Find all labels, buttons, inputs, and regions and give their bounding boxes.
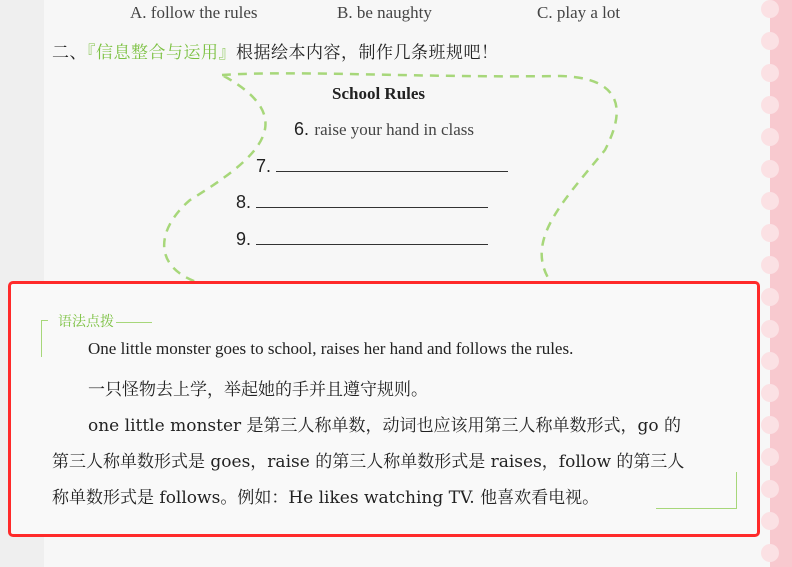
tip-explanation-line-1: one little monster 是第三人称单数，动词也应该用第三人称单数形式，go 的 — [88, 416, 682, 436]
grammar-tip-title: 语法点拨 — [58, 311, 152, 331]
rule-item-9: 9. — [236, 229, 488, 250]
rule-item-7: 7. — [256, 156, 508, 177]
rules-title: School Rules — [332, 84, 426, 103]
section-instruction-text: 根据绘本内容，制作几条班规吧！ — [236, 43, 499, 63]
section-tag: 『信息整合与运用』 — [87, 43, 236, 63]
option-b: B. be naughty — [337, 3, 432, 22]
answer-blank-7[interactable] — [276, 157, 508, 172]
tip-explanation-line-2: 第三人称单数形式是 goes，raise 的第三人称单数形式是 raises，follow 的第三人 — [52, 452, 685, 472]
section-number: 二、 — [52, 43, 87, 63]
tip-translation: 一只怪物去上学，举起她的手并且遵守规则。 — [88, 380, 428, 400]
tip-example-sentence: One little monster goes to school, raises her hand and follows the rules. — [88, 339, 574, 358]
option-c: C. play a lot — [537, 3, 621, 22]
rule-item-6: 6. raise your hand in class — [294, 119, 474, 139]
answer-blank-9[interactable] — [256, 230, 488, 245]
tip-explanation-line-3: 称单数形式是 follows。例如：He likes watching TV. 他喜欢看电视。 — [52, 488, 600, 508]
tip-end-bracket — [656, 472, 737, 509]
answer-blank-8[interactable] — [256, 193, 488, 208]
tip-corner-bracket — [41, 320, 48, 357]
option-a: A. follow the rules — [130, 3, 258, 22]
page-edge-decoration — [770, 0, 792, 567]
rule-item-8: 8. — [236, 192, 488, 213]
